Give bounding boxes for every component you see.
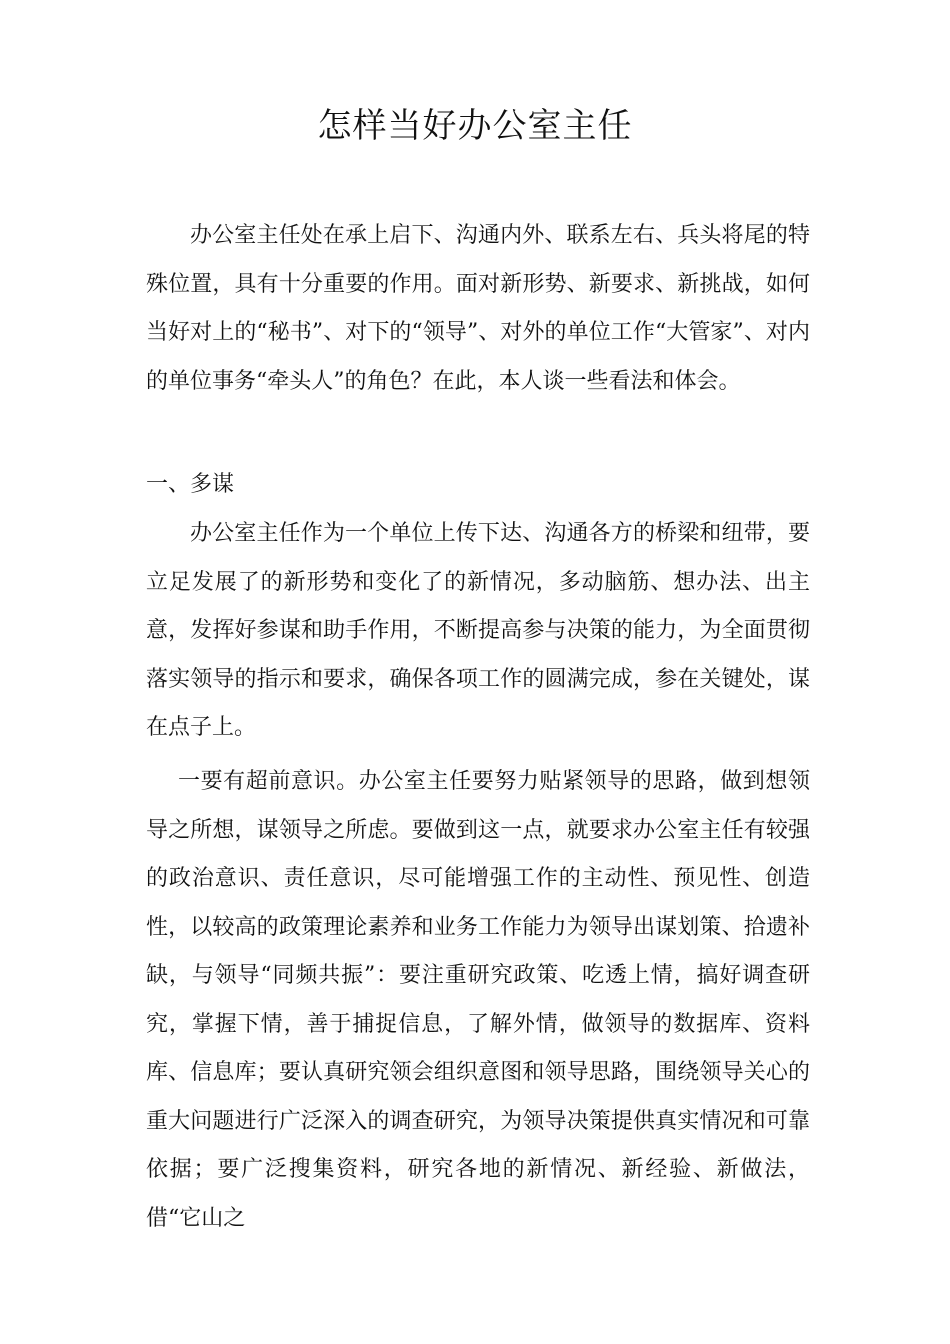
section-paragraph: 办公室主任作为一个单位上传下达、沟通各方的桥梁和纽带，要立足发展了的新形势和变化了的新情况，多动脑筋、想办法、出主意，发挥好参谋和助手作用，不断提高参与决策的能力，为全面贯彻落实领导的指示和要求，确保各项工作的圆满完成，参在关键处，谋在点子上。 bbox=[146, 521, 810, 740]
section-heading: 一、多谋 bbox=[146, 472, 235, 497]
section-paragraph: 一要有超前意识。办公室主任要努力贴紧领导的思路，做到想领导之所想，谋领导之所虑。要做到这一点，就要求办公室主任有较强的政治意识、责任意识，尽可能增强工作的主动性、预见性、创造性，以较高的政策理论素养和业务工作能力为领导出谋划策、拾遗补缺，与领导“同频共振”：要注重研究政策、吃透上情，搞好调查研究，掌握下情，善于捕捉信息，了解外情，做领导的数据库、资料库、信息库；要认真研究领会组织意图和领导思路，围绕领导关心的重大问题进行广泛深入的调查研究，为领导决策提供真实情况和可靠依据；要广泛搜集资料，研究各地的新情况、新经验、新做法，借“它山之 bbox=[146, 769, 810, 1231]
intro-paragraph: 办公室主任处在承上启下、沟通内外、联系左右、兵头将尾的特殊位置，具有十分重要的作用。面对新形势、新要求、新挑战，如何当好对上的“秘书”、对下的“领导”、对外的单位工作“大管家”、对内的单位事务“牵头人”的角色？在此，本人谈一些看法和体会。 bbox=[146, 223, 810, 394]
document-title: 怎样当好办公室主任 bbox=[317, 106, 633, 146]
